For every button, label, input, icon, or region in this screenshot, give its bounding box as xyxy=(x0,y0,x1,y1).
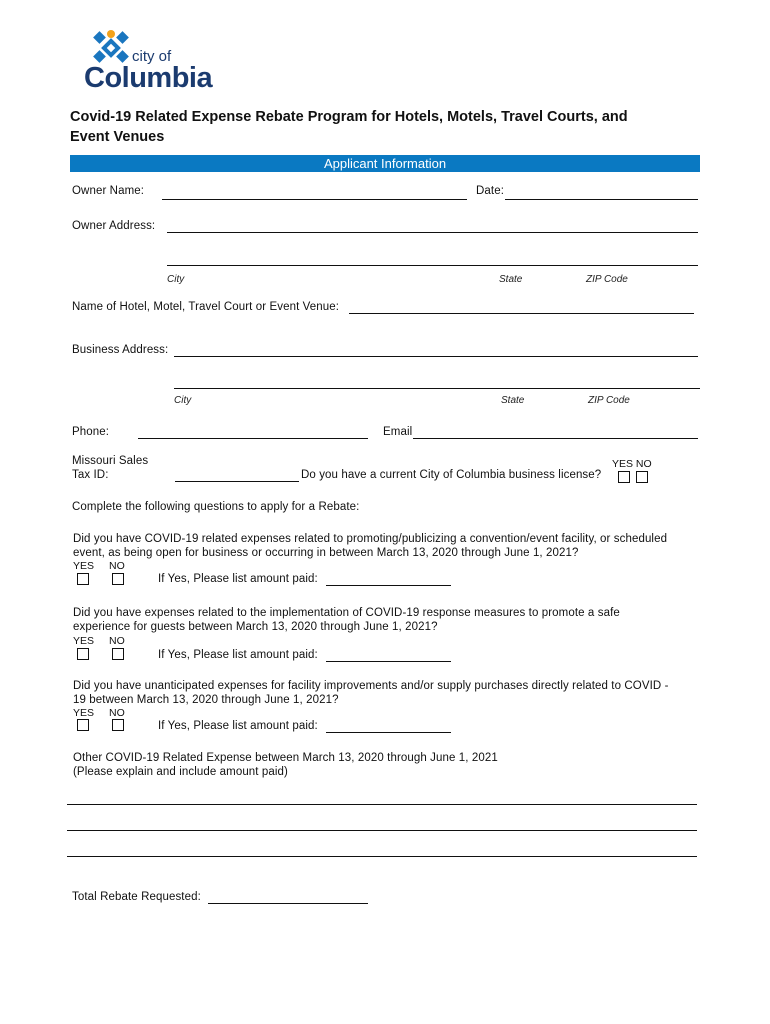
question-3-yes-label: YES xyxy=(73,707,95,719)
columbia-emblem-icon xyxy=(92,28,130,66)
title-line-2: Event Venues xyxy=(70,129,165,145)
owner-address-field-2[interactable] xyxy=(167,265,698,266)
other-expenses-field-1[interactable] xyxy=(67,804,697,805)
question-3-line-2: 19 between March 13, 2020 through June 1, 2021? xyxy=(73,694,339,706)
question-1-yes-checkbox[interactable] xyxy=(77,573,89,585)
question-2-no-checkbox[interactable] xyxy=(112,648,124,660)
logo-small-text: city of xyxy=(132,48,172,65)
tax-id-field[interactable] xyxy=(175,481,299,482)
license-question: Do you have a current City of Columbia business license? xyxy=(301,469,602,481)
question-2-amount-field[interactable] xyxy=(326,661,451,662)
other-expenses-line-2: (Please explain and include amount paid) xyxy=(73,766,288,778)
question-3-no-label: NO xyxy=(109,707,125,719)
question-3-no-checkbox[interactable] xyxy=(112,719,124,731)
business-zip-caption: ZIP Code xyxy=(588,395,630,406)
question-1-yes-label: YES xyxy=(73,560,95,572)
question-1-line-1: Did you have COVID-19 related expenses related to promoting/publicizing a convention/event facility, or scheduled xyxy=(73,533,668,545)
question-2-no-label: NO xyxy=(109,635,125,647)
venue-name-label: Name of Hotel, Motel, Travel Court or Event Venue: xyxy=(72,301,340,313)
email-field[interactable] xyxy=(413,438,698,439)
section-band-applicant-information: Applicant Information xyxy=(70,155,700,172)
questions-intro: Complete the following questions to apply for a Rebate: xyxy=(72,501,360,513)
business-state-caption: State xyxy=(501,395,525,406)
business-address-label: Business Address: xyxy=(72,344,169,356)
question-3-amount-field[interactable] xyxy=(326,732,451,733)
email-label: Email xyxy=(383,426,413,438)
question-2-amount-label: If Yes, Please list amount paid: xyxy=(158,649,318,661)
phone-field[interactable] xyxy=(138,438,368,439)
other-expenses-field-3[interactable] xyxy=(67,856,697,857)
venue-name-field[interactable] xyxy=(349,313,694,314)
owner-name-label: Owner Name: xyxy=(72,185,145,197)
city-logo xyxy=(84,28,224,98)
question-1-amount-field[interactable] xyxy=(326,585,451,586)
total-rebate-field[interactable] xyxy=(208,903,368,904)
phone-label: Phone: xyxy=(72,426,110,438)
title-line-1: Covid-19 Related Expense Rebate Program for Hotels, Motels, Travel Courts, and xyxy=(70,109,628,125)
license-yes-checkbox[interactable] xyxy=(618,471,630,483)
other-expenses-field-2[interactable] xyxy=(67,830,697,831)
question-2-yes-checkbox[interactable] xyxy=(77,648,89,660)
question-1-no-checkbox[interactable] xyxy=(112,573,124,585)
business-address-field[interactable] xyxy=(174,356,698,357)
license-yes-no-header: YES NO xyxy=(612,458,652,470)
question-2-line-2: experience for guests between March 13, 2020 through June 1, 2021? xyxy=(73,621,438,633)
date-label: Date: xyxy=(476,185,504,197)
tax-id-label-line-2: Tax ID: xyxy=(72,469,109,481)
logo-big-text: Columbia xyxy=(84,62,213,94)
other-expenses-line-1: Other COVID-19 Related Expense between March 13, 2020 through June 1, 2021 xyxy=(73,752,498,764)
license-no-checkbox[interactable] xyxy=(636,471,648,483)
owner-address-label: Owner Address: xyxy=(72,220,156,232)
business-city-caption: City xyxy=(174,395,192,406)
question-2-line-1: Did you have expenses related to the implementation of COVID-19 response measures to promote a safe xyxy=(73,607,620,619)
question-3-amount-label: If Yes, Please list amount paid: xyxy=(158,720,318,732)
question-3-yes-checkbox[interactable] xyxy=(77,719,89,731)
date-field[interactable] xyxy=(505,199,698,200)
owner-state-caption: State xyxy=(499,274,523,285)
tax-id-label-line-1: Missouri Sales xyxy=(72,455,149,467)
owner-city-caption: City xyxy=(167,274,185,285)
total-rebate-label: Total Rebate Requested: xyxy=(72,891,201,903)
question-1-no-label: NO xyxy=(109,560,125,572)
owner-zip-caption: ZIP Code xyxy=(586,274,628,285)
question-1-line-2: event, as being open for business or occurring in between March 13, 2020 through June 1, 2021? xyxy=(73,547,579,559)
question-1-amount-label: If Yes, Please list amount paid: xyxy=(158,573,318,585)
question-2-yes-label: YES xyxy=(73,635,95,647)
question-3-line-1: Did you have unanticipated expenses for facility improvements and/or supply purchases directly related to COVID - xyxy=(73,680,669,692)
owner-name-field[interactable] xyxy=(162,199,467,200)
page-title xyxy=(70,107,710,147)
business-address-field-2[interactable] xyxy=(174,388,700,389)
owner-address-field[interactable] xyxy=(167,232,698,233)
